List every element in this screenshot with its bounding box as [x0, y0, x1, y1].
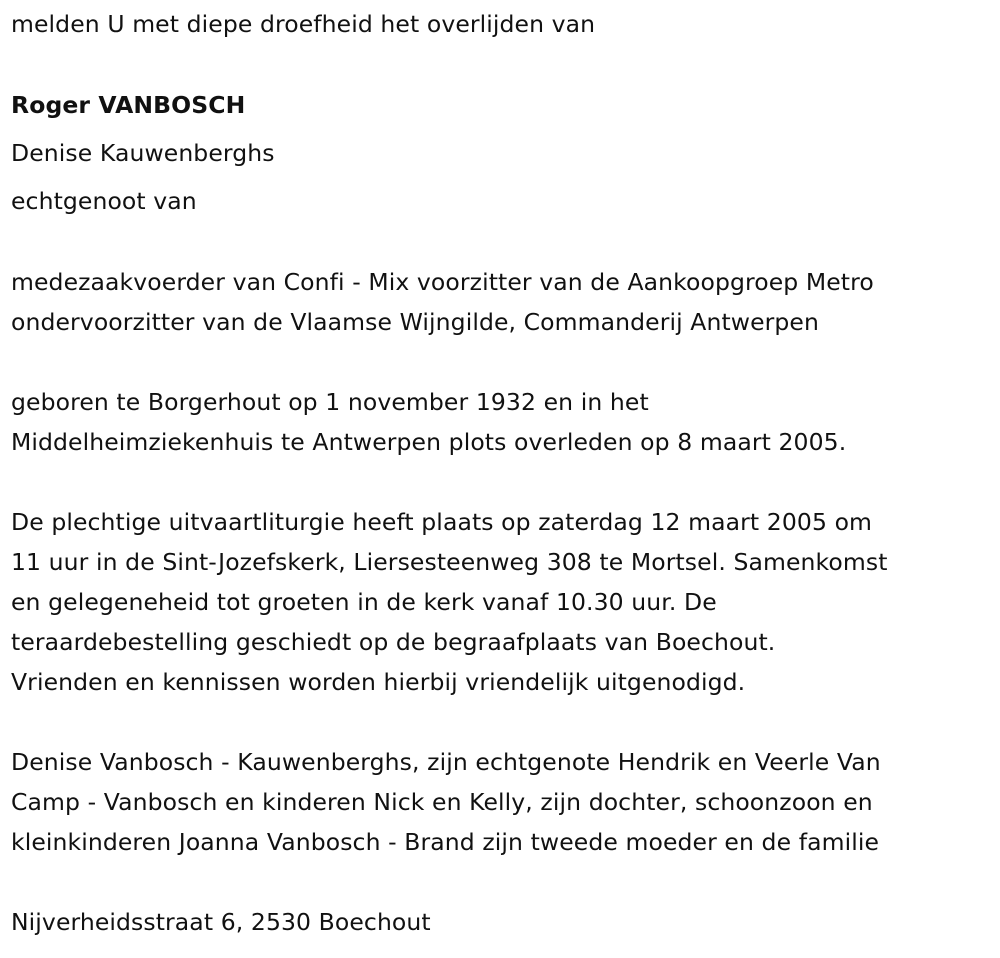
intro-text: melden U met diepe droefheid het overlijden van	[11, 10, 596, 38]
life-line: Middelheimziekenhuis te Antwerpen plots overleden op 8 maart 2005.	[11, 428, 847, 456]
funeral-line: De plechtige uitvaartliturgie heeft plaats op zaterdag 12 maart 2005 om	[11, 508, 873, 536]
family-line: Camp - Vanbosch en kinderen Nick en Kelly, zijn dochter, schoonzoon en	[11, 788, 873, 816]
deceased-name: Roger VANBOSCH	[11, 91, 246, 119]
funeral-line: teraardebestelling geschiedt op de begraafplaats van Boechout.	[11, 628, 776, 656]
roles-line: medezaakvoerder van Confi - Mix voorzitter van de Aankoopgroep Metro	[11, 268, 874, 296]
family-line: kleinkinderen Joanna Vanbosch - Brand zijn tweede moeder en de familie	[11, 828, 880, 856]
funeral-line: Vrienden en kennissen worden hierbij vriendelijk uitgenodigd.	[11, 668, 746, 696]
life-line: geboren te Borgerhout op 1 november 1932 en in het	[11, 388, 649, 416]
address-text: Nijverheidsstraat 6, 2530 Boechout	[11, 908, 431, 936]
roles-line: ondervoorzitter van de Vlaamse Wijngilde, Commanderij Antwerpen	[11, 308, 819, 336]
funeral-line: en gelegeneheid tot groeten in de kerk vanaf 10.30 uur. De	[11, 588, 717, 616]
family-line: Denise Vanbosch - Kauwenberghs, zijn echtgenote Hendrik en Veerle Van	[11, 748, 881, 776]
funeral-line: 11 uur in de Sint-Jozefskerk, Liersesteenweg 308 te Mortsel. Samenkomst	[11, 548, 888, 576]
relation-text: echtgenoot van	[11, 187, 197, 215]
partner-name: Denise Kauwenberghs	[11, 139, 275, 167]
